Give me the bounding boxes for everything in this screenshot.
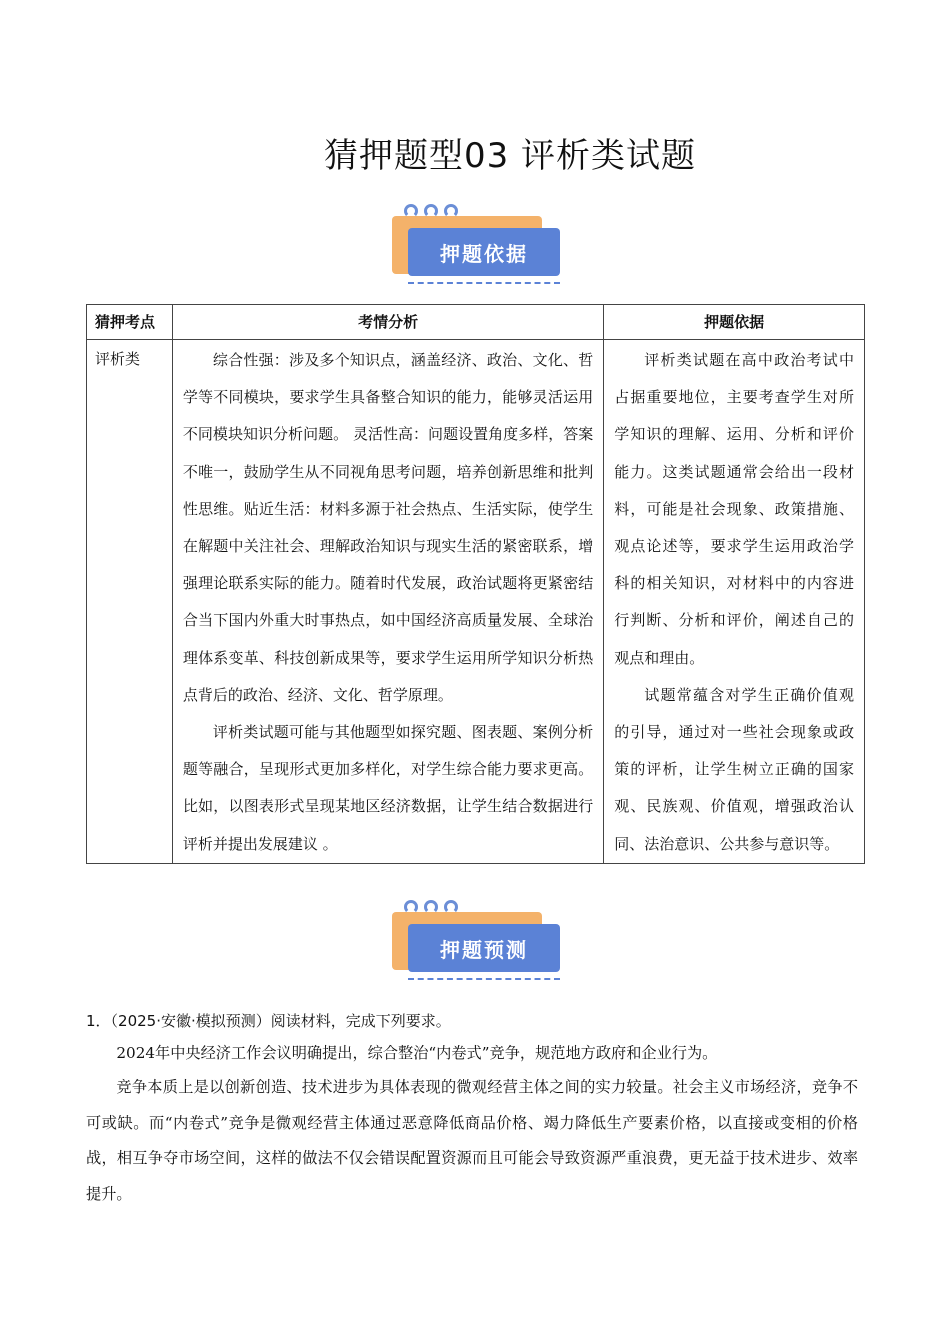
question-stem: 1．（2025·安徽·模拟预测）阅读材料，完成下列要求。 xyxy=(86,1012,451,1030)
category-cell: 评析类 xyxy=(87,340,173,864)
table-header-row xyxy=(87,305,865,340)
ring-icon xyxy=(404,900,418,914)
analysis-paragraph: 评析类试题可能与其他题型如探究题、图表题、案例分析题等融合，呈现形式更加多样化，对学生综合能力要求更高。比如，以图表形式呈现某地区经济数据，让学生结合数据进行评析并提出发展建议 。 xyxy=(182,723,594,853)
basis-cell xyxy=(604,340,865,864)
section-badge-basis xyxy=(392,204,562,288)
badge-label: 押题预测 xyxy=(408,924,560,972)
badge-underline xyxy=(408,282,560,284)
badge-label: 押题依据 xyxy=(408,228,560,276)
section-badge-prediction xyxy=(392,900,562,984)
analysis-cell xyxy=(172,340,603,864)
ring-icon xyxy=(404,204,418,218)
material-paragraph: 2024年中央经济工作会议明确提出，综合整治“内卷式”竞争，规范地方政府和企业行为。 xyxy=(116,1044,718,1062)
document-title: 猜押题型03 评析类试题 xyxy=(323,136,697,176)
header-basis: 押题依据 xyxy=(604,305,865,340)
ring-icon xyxy=(424,900,438,914)
analysis-paragraph: 综合性强：涉及多个知识点，涵盖经济、政治、文化、哲学等不同模块，要求学生具备整合知识的能力，能够灵活运用不同模块知识分析问题。 灵活性高：问题设置角度多样，答案不唯一，鼓励学生从不同视角思考问题，培养创新思维和批判性思维。贴近生活：材料多源于社会热点、生活实际，使学生在解题中关注社会、理解政治知识与现实生活的紧密联系，增强理论联系实际的能力。随着时代发展，政治试题将更紧密结合当下国内外重大时事热点，如中国经济高质量发展、全球治理体系变革、科技创新成果等，要求学生运用所学知识分析热点背后的政治、经济、文化、哲学原理。 xyxy=(182,351,594,704)
ring-icon xyxy=(444,204,458,218)
analysis-table xyxy=(86,304,865,864)
table-row xyxy=(87,340,865,864)
question-1 xyxy=(86,1010,858,1212)
material-paragraph: 竞争本质上是以创新创造、技术进步为具体表现的微观经营主体之间的实力较量。社会主义市场经济，竞争不可或缺。而“内卷式”竞争是微观经营主体通过恶意降低商品价格、竭力降低生产要素价格，以直接或变相的价格战，相互争夺市场空间，这样的做法不仅会错误配置资源而且可能会导致资源严重浪费，更无益于技术进步、效率提升。 xyxy=(86,1078,858,1203)
header-analysis: 考情分析 xyxy=(172,305,603,340)
basis-paragraph: 试题常蕴含对学生正确价值观的引导，通过对一些社会现象或政策的评析，让学生树立正确的国家观、民族观、价值观，增强政治认同、法治意识、公共参与意识等。 xyxy=(614,685,854,853)
basis-paragraph: 评析类试题在高中政治考试中占据重要地位，主要考查学生对所学知识的理解、运用、分析和评价能力。这类试题通常会给出一段材料，可能是社会现象、政策措施、观点论述等，要求学生运用政治学科的相关知识，对材料中的内容进行判断、分析和评价，阐述自己的观点和理由。 xyxy=(614,351,854,667)
header-topic: 猜押考点 xyxy=(87,305,173,340)
ring-icon xyxy=(424,204,438,218)
ring-icon xyxy=(444,900,458,914)
badge-underline xyxy=(408,978,560,980)
